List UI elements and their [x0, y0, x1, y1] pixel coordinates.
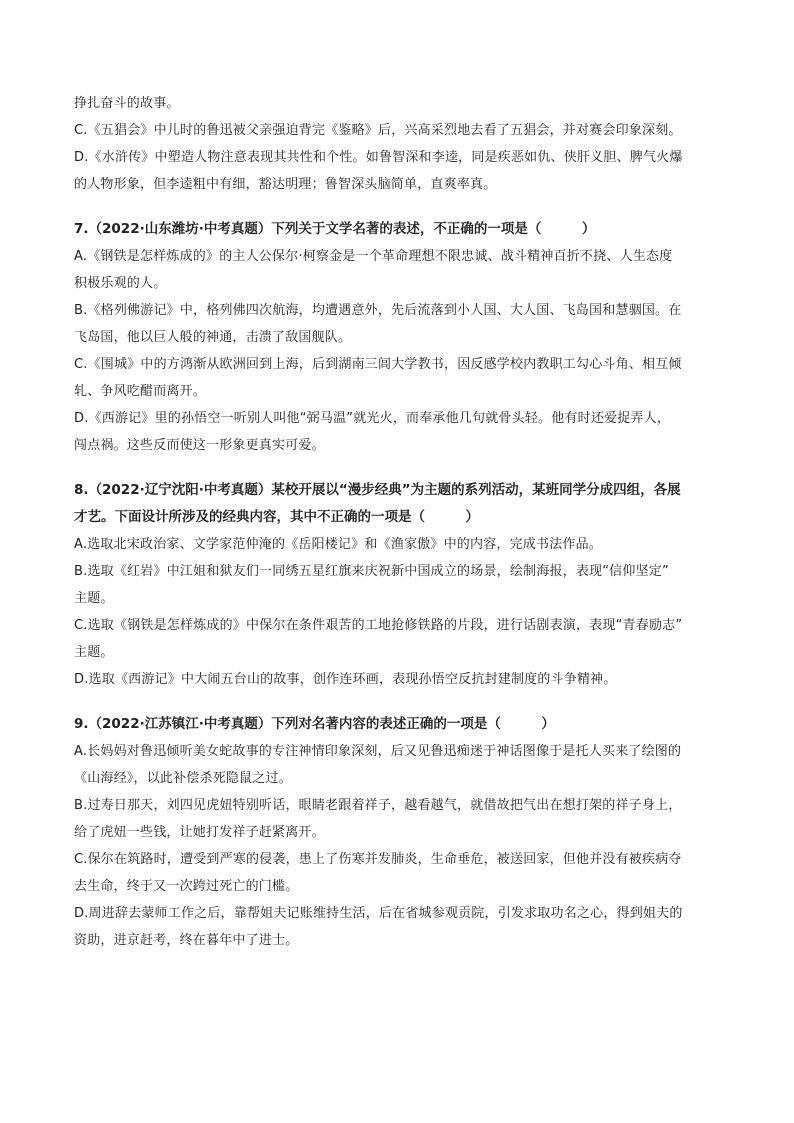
spacer: [74, 693, 734, 711]
option-line: C.保尔在筑路时，遭受到严寒的侵袭，患上了伤寒并发肺炎，生命垂危，被送回家，但他并没有被疾病夺: [74, 852, 682, 867]
option-line: A.《钢铁是怎样炼成的》的主人公保尔·柯察金是一个革命理想不限忠诚、战斗精神百折不挠、人生态度: [74, 249, 673, 264]
option-line: 主题。: [74, 645, 114, 660]
option-line: 给了虎妞一些钱，让她打发祥子赶紧离开。: [74, 825, 325, 840]
question-7: [74, 216, 734, 459]
option-line: A.选取北宋政治家、文学家范仲淹的《岳阳楼记》和《渔家傲》中的内容，完成书法作品。: [74, 537, 602, 552]
option-line: 主题。: [74, 591, 114, 606]
option-line: B.选取《红岩》中江姐和狱友们一同绣五星红旗来庆祝新中国成立的场景，绘制海报，表现“信仰坚定”: [74, 564, 669, 579]
spacer: [74, 459, 734, 477]
question-title: 8.（2022·辽宁沈阳·中考真题）某校开展以“漫步经典”为主题的系列活动，某班同学分成四组，各展: [74, 482, 681, 498]
option-line: D.《西游记》里的孙悟空一听别人叫他“弼马温”就光火，而奉承他几句就骨头轻。他有时还爱捉弄人，: [74, 411, 671, 426]
option-line: C.选取《钢铁是怎样炼成的》中保尔在条件艰苦的工地抢修铁路的片段，进行话剧表演，表现“青春励志”: [74, 618, 683, 633]
text-line: D.《水浒传》中塑造人物注意表现其共性和个性。如鲁智深和李逵，同是疾恶如仇、侠肝义胆、脾气火爆: [74, 150, 683, 165]
text-line: 的人物形象，但李逵粗中有细，豁达明理；鲁智深头脑简单，直爽率真。: [74, 177, 497, 192]
question-title: 才艺。下面设计所涉及的经典内容，其中不正确的一项是（ ）: [74, 509, 479, 525]
option-line: 去生命，终于又一次跨过死亡的门槛。: [74, 879, 299, 894]
document-page: [74, 90, 734, 954]
question-title: 9.（2022·江苏镇江·中考真题）下列对名著内容的表述正确的一项是（ ）: [74, 716, 555, 732]
option-line: 资助，进京赶考，终在暮年中了进士。: [74, 933, 299, 948]
question-9: [74, 711, 734, 954]
option-line: D.周进辞去蒙师工作之后，靠帮姐夫记账维持生活，后在省城参观贡院，引发求取功名之心，得到姐夫的: [74, 906, 683, 921]
option-line: 积极乐观的人。: [74, 276, 167, 291]
spacer: [74, 198, 734, 216]
option-line: D.选取《西游记》中大闹五台山的故事，创作连环画，表现孙悟空反抗封建制度的斗争精神。: [74, 672, 617, 687]
text-line: 挣扎奋斗的故事。: [74, 96, 180, 111]
intro-block: [74, 90, 734, 198]
option-line: A.长妈妈对鲁迅倾听美女蛇故事的专注神情印象深刻，后又见鲁迅痴迷于神话图像于是托人买来了绘图的: [74, 744, 682, 759]
option-line: C.《围城》中的方鸿渐从欧洲回到上海，后到湖南三闾大学教书，因反感学校内教职工勾心斗角、相互倾: [74, 357, 682, 372]
option-line: 飞岛国，他以巨人般的神通，击溃了敌国舰队。: [74, 330, 352, 345]
text-line: C.《五猖会》中儿时的鲁迅被父亲强迫背完《鉴略》后，兴高采烈地去看了五猖会，并对赛会印象深刻。: [74, 123, 682, 138]
option-line: 闯点祸。这些反而使这一形象更真实可爱。: [74, 438, 325, 453]
option-line: 轧、争风吃醋而离开。: [74, 384, 207, 399]
question-title: 7.（2022·山东潍坊·中考真题）下列关于文学名著的表述，不正确的一项是（ ）: [74, 221, 596, 237]
question-8: [74, 477, 734, 693]
option-line: B.《格列佛游记》中，格列佛四次航海，均遭遇意外，先后流落到小人国、大人国、飞岛国和慧骃国。在: [74, 303, 682, 318]
option-line: B.过寿日那天，刘四见虎妞特别听话，眼睛老跟着祥子，越看越气，就借故把气出在想打架的祥子身上，: [74, 798, 682, 813]
option-line: 《山海经》，以此补偿杀死隐鼠之过。: [74, 771, 292, 786]
